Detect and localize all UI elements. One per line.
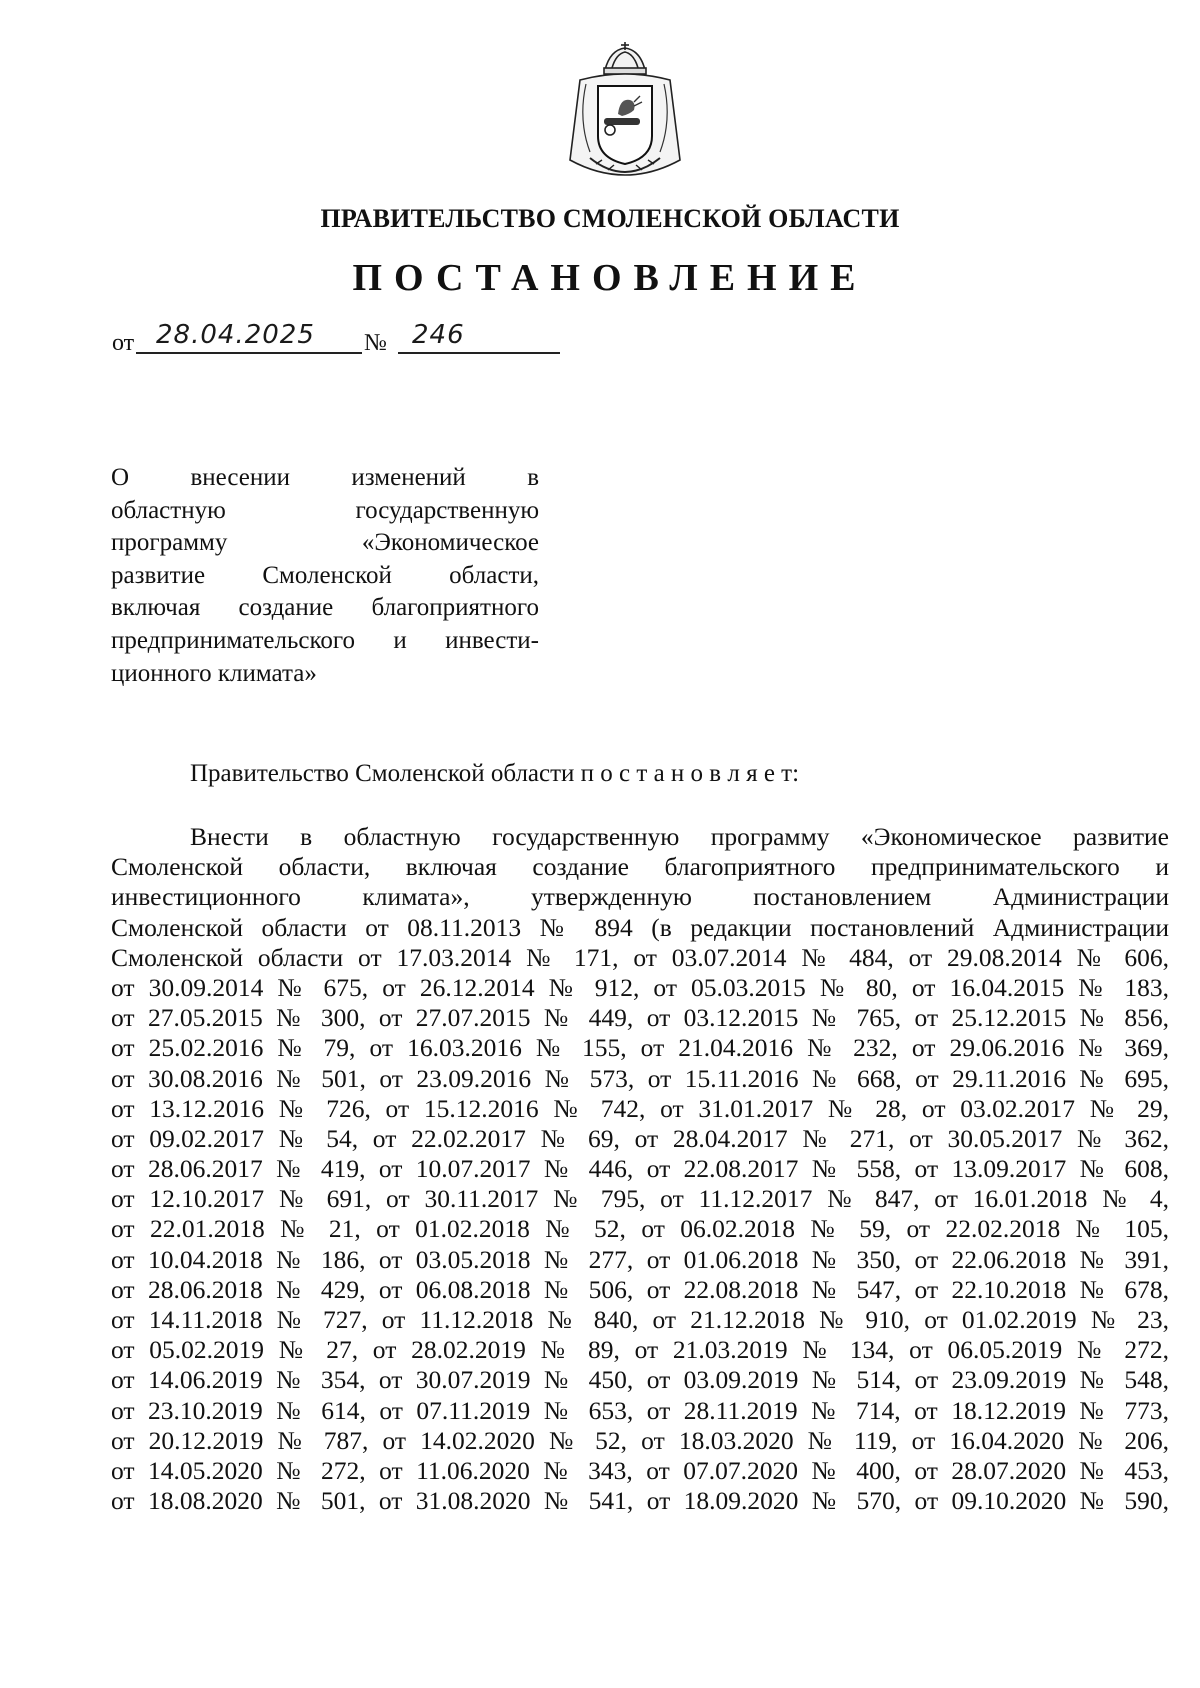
document-title: ПОСТАНОВЛЕНИЕ	[352, 257, 868, 299]
body-line: от 14.06.2019 № 354, от 30.07.2019 № 450, от 03.09.2019 № 514, от 23.09.2019 № 548,	[111, 1365, 1169, 1395]
subject-line: О внесении изменений в	[111, 464, 539, 491]
number-label: №	[364, 330, 387, 356]
body-line: от 18.08.2020 № 501, от 31.08.2020 № 541, от 18.09.2020 № 570, от 09.10.2020 № 590,	[111, 1486, 1169, 1516]
date-number-line	[112, 312, 562, 354]
body-line: инвестиционного климата», утвержденную постановлением Администрации	[111, 882, 1169, 912]
body-line: от 13.12.2016 № 726, от 15.12.2016 № 742, от 31.01.2017 № 28, от 03.02.2017 № 29,	[111, 1093, 1169, 1123]
body-line: от 12.10.2017 № 691, от 30.11.2017 № 795, от 11.12.2017 № 847, от 16.01.2018 № 4,	[111, 1184, 1169, 1214]
body-line: от 05.02.2019 № 27, от 28.02.2019 № 89, от 21.03.2019 № 134, от 06.05.2019 № 272,	[111, 1335, 1169, 1365]
handwritten-number: 246	[412, 320, 465, 350]
date-underline	[136, 352, 362, 354]
subject-line: ционного климата»	[111, 659, 317, 687]
body-line: Смоленской области, включая создание благоприятного предпринимательского и	[111, 852, 1169, 882]
decree-statement: Правительство Смоленской области п о с т а н о в л я е т:	[190, 760, 800, 787]
subject-block	[111, 462, 539, 690]
smolensk-coat-of-arms-icon	[560, 40, 690, 190]
body-line: от 20.12.2019 № 787, от 14.02.2020 № 52, от 18.03.2020 № 119, от 16.04.2020 № 206,	[111, 1425, 1169, 1455]
body-line: от 10.04.2018 № 186, от 03.05.2018 № 277, от 01.06.2018 № 350, от 22.06.2018 № 391,	[111, 1244, 1169, 1274]
body-line: от 23.10.2019 № 614, от 07.11.2019 № 653, от 28.11.2019 № 714, от 18.12.2019 № 773,	[111, 1395, 1169, 1425]
body-line: от 14.05.2020 № 272, от 11.06.2020 № 343, от 07.07.2020 № 400, от 28.07.2020 № 453,	[111, 1455, 1169, 1485]
from-label: от	[112, 330, 135, 356]
subject-line: включая создание благоприятного	[111, 594, 539, 622]
body-line: от 09.02.2017 № 54, от 22.02.2017 № 69, от 28.04.2017 № 271, от 30.05.2017 № 362,	[111, 1123, 1169, 1153]
body-line: от 27.05.2015 № 300, от 27.07.2015 № 449, от 03.12.2015 № 765, от 25.12.2015 № 856,	[111, 1003, 1169, 1033]
subject-line: предпринимательского и инвести-	[111, 626, 539, 654]
government-name: ПРАВИТЕЛЬСТВО СМОЛЕНСКОЙ ОБЛАСТИ	[320, 204, 900, 233]
body-line: от 30.09.2014 № 675, от 26.12.2014 № 912, от 05.03.2015 № 80, от 16.04.2015 № 183,	[111, 972, 1169, 1002]
body-line: Смоленской области от 08.11.2013 № 894 (в редакции постановлений Администрации	[111, 912, 1169, 942]
body-line: Смоленской области от 17.03.2014 № 171, от 03.07.2014 № 484, от 29.08.2014 № 606,	[111, 942, 1169, 972]
subject-line: развитие Смоленской области,	[111, 561, 539, 589]
body-line: Внести в областную государственную программу «Экономическое развитие	[190, 822, 1169, 851]
body-line: от 28.06.2018 № 429, от 06.08.2018 № 506, от 22.08.2018 № 547, от 22.10.2018 № 678,	[111, 1274, 1169, 1304]
subject-line: областную государственную	[111, 496, 539, 524]
number-underline	[398, 352, 560, 354]
body-line: от 28.06.2017 № 419, от 10.07.2017 № 446, от 22.08.2017 № 558, от 13.09.2017 № 608,	[111, 1154, 1169, 1184]
subject-line: программу «Экономическое	[111, 529, 539, 557]
body-text	[111, 822, 1169, 1516]
handwritten-date: 28.04.2025	[156, 320, 315, 350]
body-line: от 30.08.2016 № 501, от 23.09.2016 № 573, от 15.11.2016 № 668, от 29.11.2016 № 695,	[111, 1063, 1169, 1093]
body-line: от 14.11.2018 № 727, от 11.12.2018 № 840, от 21.12.2018 № 910, от 01.02.2019 № 23,	[111, 1305, 1169, 1334]
body-line: от 25.02.2016 № 79, от 16.03.2016 № 155, от 21.04.2016 № 232, от 29.06.2016 № 369,	[111, 1033, 1169, 1063]
body-line: от 22.01.2018 № 21, от 01.02.2018 № 52, от 06.02.2018 № 59, от 22.02.2018 № 105,	[111, 1214, 1169, 1244]
